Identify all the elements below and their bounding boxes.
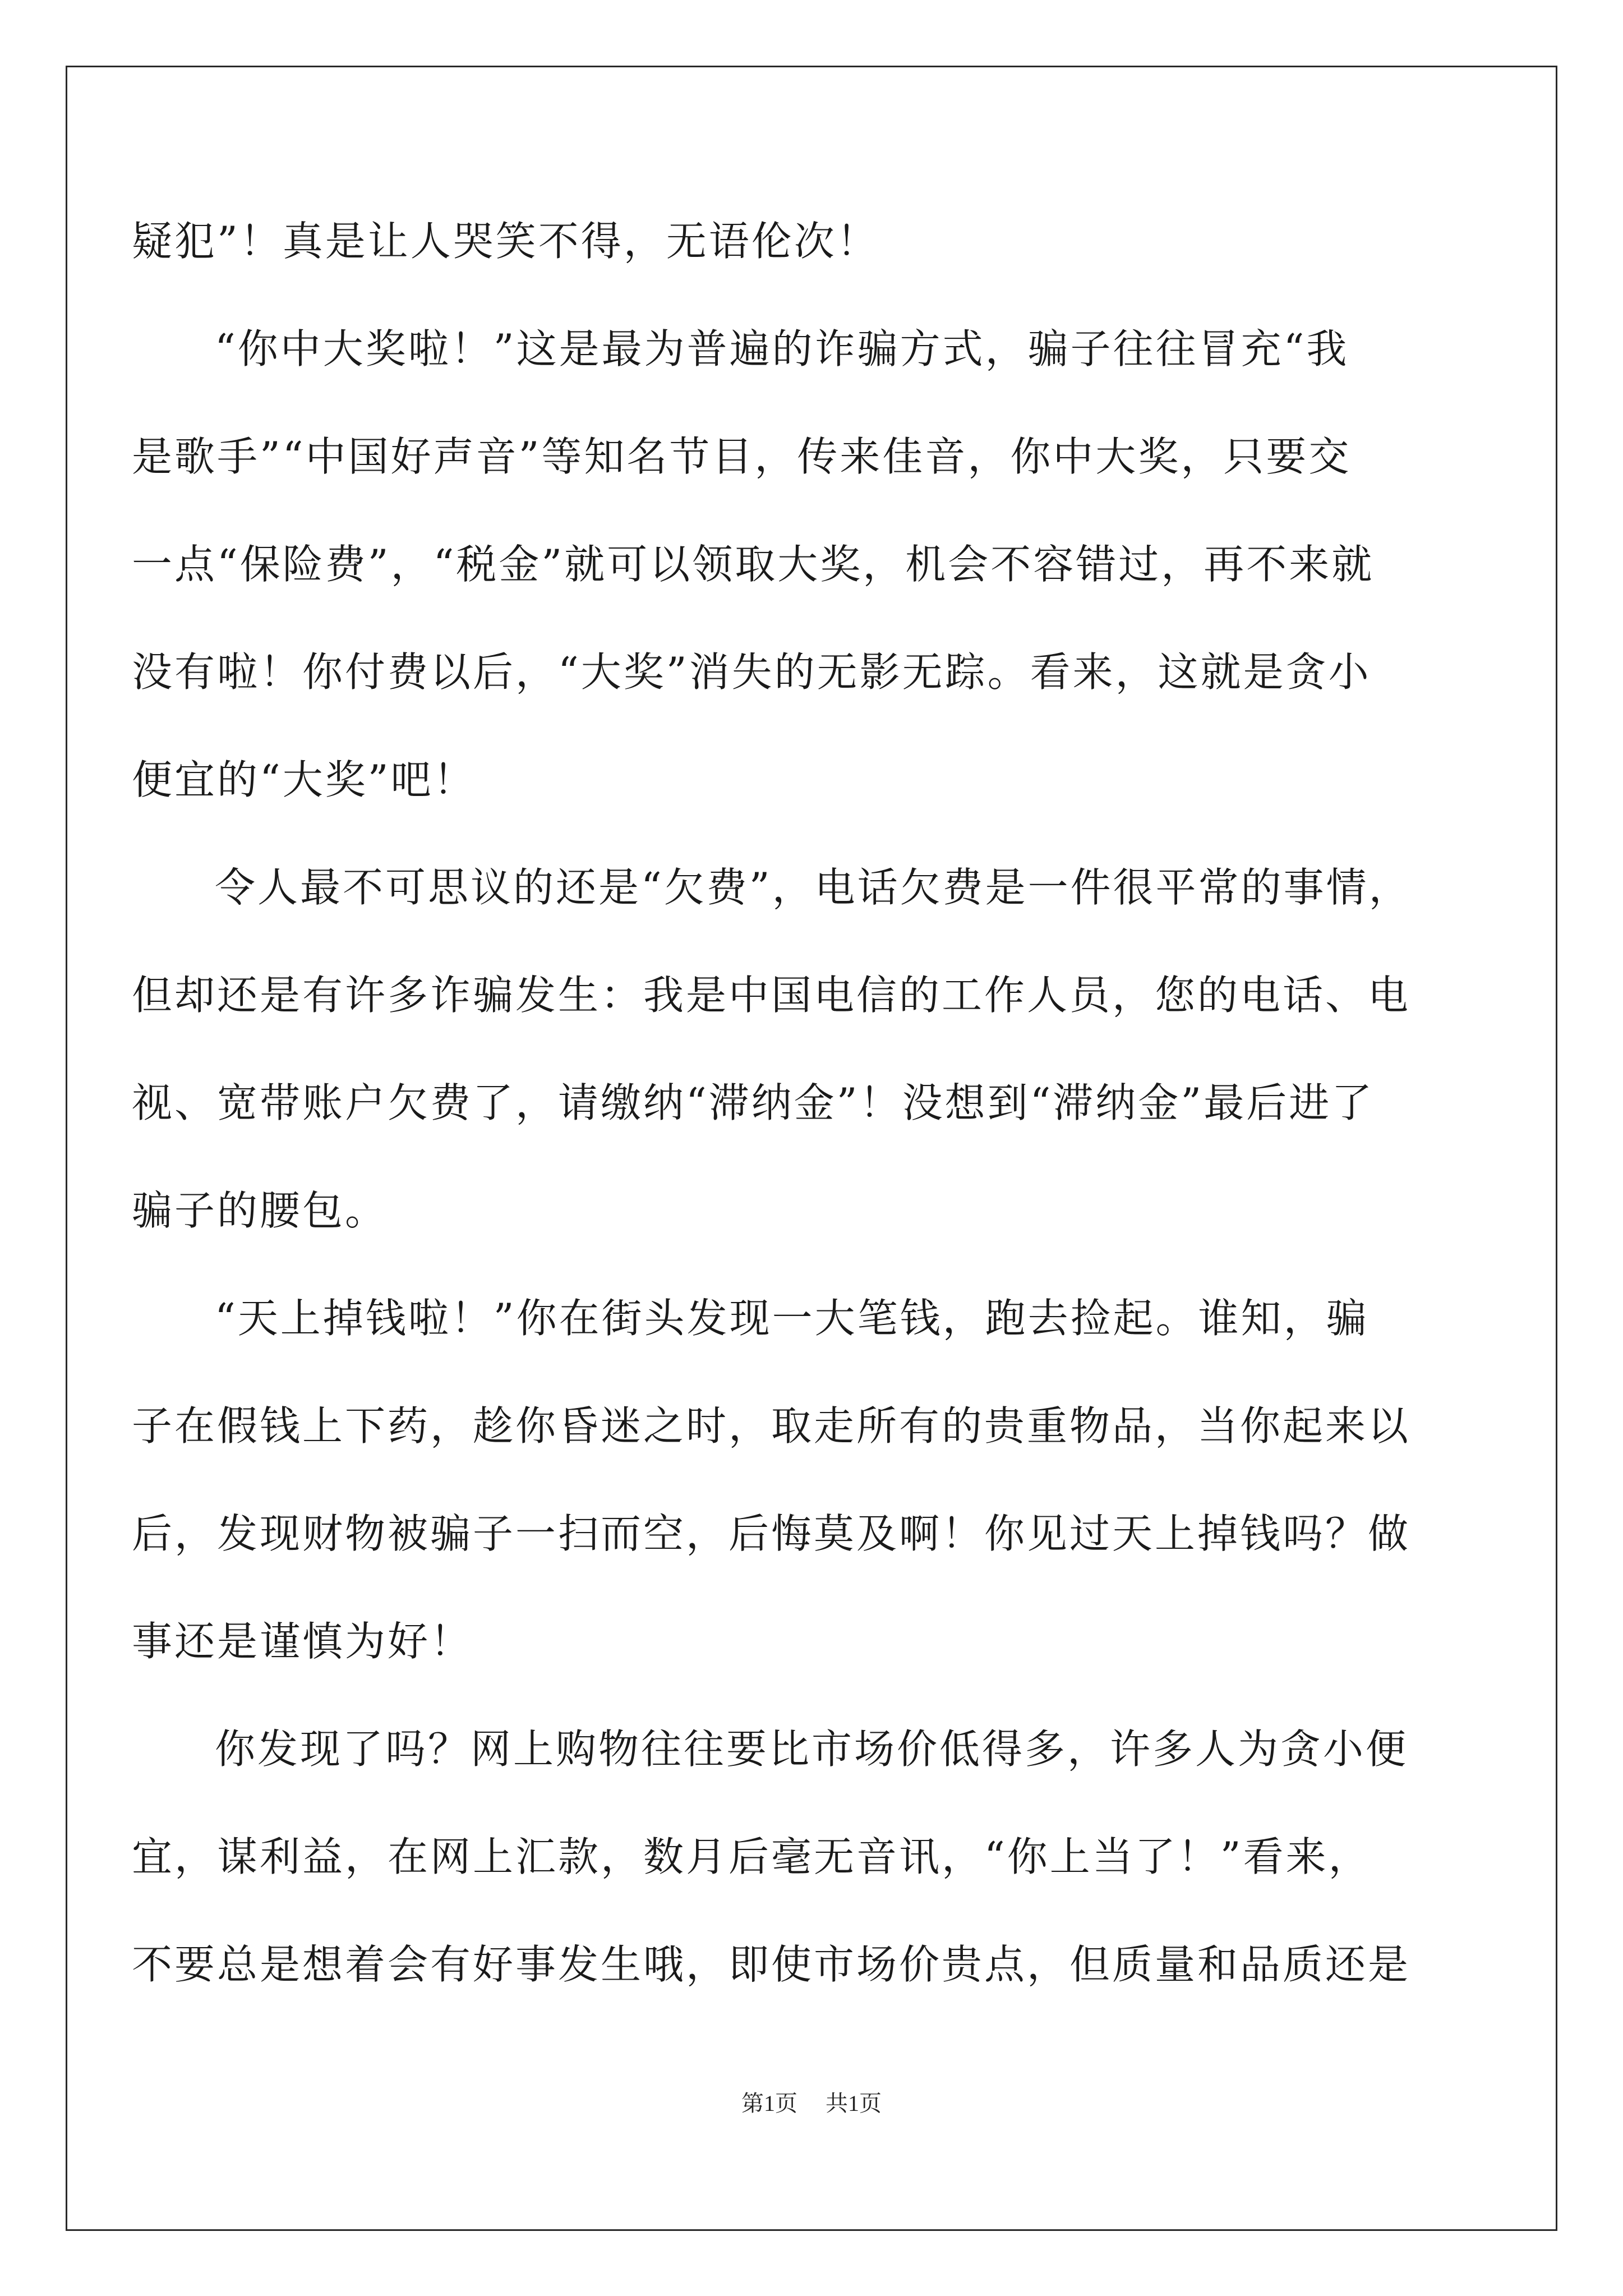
text-line: 事还是谨慎为好！: [132, 1618, 473, 1665]
text-line: 便宜的“大奖”吧！: [132, 756, 476, 803]
paragraph-start-line: 令人最不可思议的还是“欠费”，电话欠费是一件很平常的事情，: [215, 864, 1412, 911]
text-line: 骗子的腰包。: [132, 1187, 388, 1234]
page-footer: [0, 2087, 1623, 2120]
text-line: 但却还是有许多诈骗发生：我是中国电信的工作人员，您的电话、电: [132, 972, 1411, 1019]
text-line: 宜，谋利益，在网上汇款，数月后毫无音讯，“你上当了！”看来，: [132, 1833, 1371, 1880]
text-line: 子在假钱上下药，趁你昏迷之时，取走所有的贵重物品，当你起来以: [132, 1402, 1411, 1450]
text-line: 疑犯”！真是让人哭笑不得，无语伦次！: [132, 218, 879, 265]
text-line: 是歌手”“中国好声音”等知名节目，传来佳音，你中大奖，只要交: [132, 433, 1352, 480]
text-line: 后，发现财物被骗子一扫而空，后悔莫及啊！你见过天上掉钱吗？做: [132, 1510, 1411, 1557]
text-line: 不要总是想着会有好事发生哦，即使市场价贵点，但质量和品质还是: [132, 1941, 1411, 1988]
paragraph-start-line: “你中大奖啦！”这是最为普遍的诈骗方式，骗子往往冒充“我: [215, 325, 1349, 372]
text-line: 视、宽带账户欠费了，请缴纳“滞纳金”！没想到“滞纳金”最后进了: [132, 1079, 1375, 1126]
text-line: 一点“保险费”，“税金”就可以领取大奖，机会不容错过，再不来就: [132, 541, 1375, 588]
text-line: 没有啦！你付费以后，“大奖”消失的无影无踪。看来，这就是贪小: [132, 648, 1371, 696]
paragraph-start-line: “天上掉钱啦！”你在街头发现一大笔钱，跑去捡起。谁知，骗: [215, 1295, 1369, 1342]
paragraph-start-line: 你发现了吗？网上购物往往要比市场价低得多，许多人为贪小便: [215, 1726, 1409, 1773]
page-border: [66, 66, 1557, 2231]
page-total: 共1页: [826, 2091, 882, 2116]
page-number: 第1页: [741, 2091, 797, 2116]
